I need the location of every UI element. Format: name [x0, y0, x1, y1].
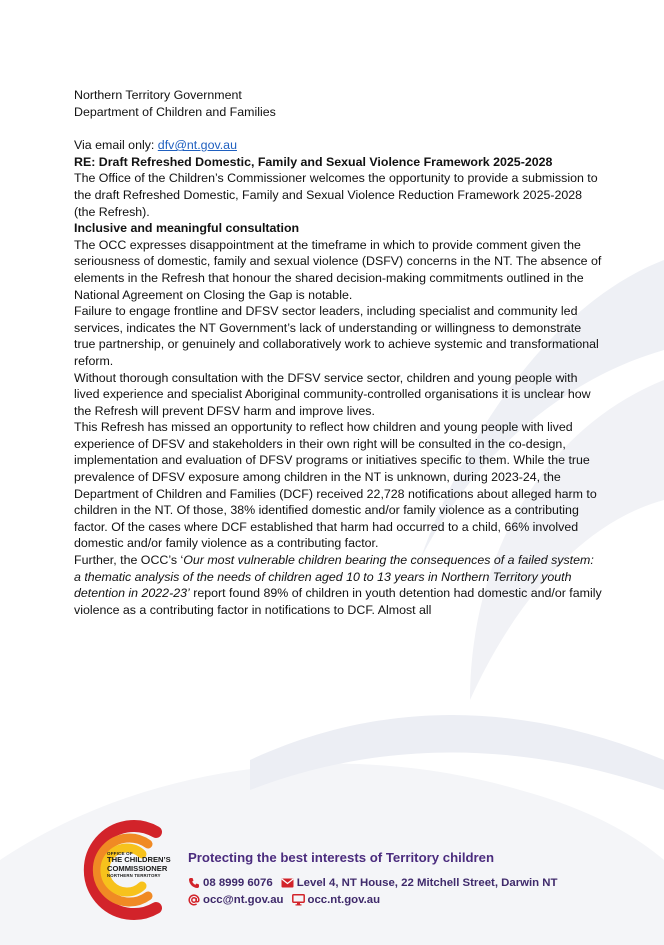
paragraph-4: This Refresh has missed an opportunity to reflect how children and young people with lived experience of DFSV and stakeholders in their own right will be consulted in the co-design, implementation and evaluation of DFSV programs or initiatives specific to them. While the true prevalence of DFSV exposure among children in the NT is unknown, during 2023-24, the Department of Children and Families (DCF) received 22,728 notifications about alleged harm to children in the NT. Of those, 38% identified domestic and/or family violence as a contributing factor. Of the cases where DCF established that harm had occurred to a child, 66% involved domestic and/or family violence as a contributing factor. [74, 420, 597, 551]
via-email-label: Via email only: [74, 138, 158, 153]
contact-row-2 [188, 894, 388, 906]
at-sign-icon [188, 894, 200, 906]
logo-line-1: OFFICE OF [107, 851, 133, 856]
paragraph-5 [74, 552, 602, 618]
monitor-icon [292, 894, 305, 906]
address-line-2: Department of Children and Families [74, 104, 276, 119]
envelope-icon [281, 878, 294, 888]
paragraph-1: The OCC expresses disappointment at the timeframe in which to provide comment given the seriousness of domestic, family and sexual violence (DSFV) concerns in the NT. The absence of elements in the Refresh that honour the shared decision-making commitments outlined in the National Agreement on Closing the Gap is notable. [74, 237, 602, 302]
report-title: Our most vulnerable children bearing the consequences of a failed system: a thematic analysis of the needs of children aged 10 to 13 years in Northern Territory youth detention in 2022-23’ [74, 553, 594, 601]
logo-line-3: COMMISSIONER [107, 863, 168, 873]
paragraph-5-start: Further, the OCC’s ‘ [74, 553, 184, 568]
footer-website[interactable]: occ.nt.gov.au [307, 894, 381, 906]
logo-wordmark [107, 851, 171, 878]
recipient-email-link[interactable]: dfv@nt.gov.au [157, 138, 237, 153]
paragraph-3: Without thorough consultation with the DFSV service sector, children and young people with lived experience and specialist Aboriginal community-controlled organisations it is unclear how the Refresh will prevent DFSV harm and improve lives. [74, 370, 591, 418]
intro-paragraph: The Office of the Children’s Commissioner welcomes the opportunity to provide a submission to the draft Refreshed Domestic, Family and Sexual Violence Reduction Framework 2025-2028 (the Refresh). [74, 171, 598, 219]
website-contact [292, 894, 381, 906]
letter-body [74, 87, 602, 618]
postal-address: Level 4, NT House, 22 Mitchell Street, Darwin NT [296, 877, 558, 889]
letterhead-footer [0, 800, 664, 945]
recipient-address [74, 87, 602, 120]
letter-subject: RE: Draft Refreshed Domestic, Family and Sexual Violence Framework 2025-2028 [74, 154, 553, 169]
paragraph-5-end: report found 89% of children in youth detention had domestic and/or family violence as a contributing factor in notifications to DCF. Almost all [74, 586, 602, 617]
footer-tagline: Protecting the best interests of Territory children [188, 850, 495, 865]
logo-line-2: THE CHILDREN’S [107, 855, 171, 864]
address-line-1: Northern Territory Government [74, 88, 242, 102]
paragraph-2: Failure to engage frontline and DFSV sector leaders, including specialist and community led services, indicates the NT Government’s lack of understanding or willingness to demonstrate true partnership, or genuinely and collaboratively work to achieve systemic and transformational reform. [74, 304, 599, 368]
phone-contact [188, 877, 273, 889]
phone-number: 08 8999 6076 [203, 877, 273, 889]
logo-line-4: NORTHERN TERRITORY [107, 873, 161, 878]
phone-icon [188, 877, 200, 889]
contact-row-1 [188, 877, 565, 889]
email-contact [188, 894, 284, 906]
footer-email[interactable]: occ@nt.gov.au [203, 894, 284, 906]
section-heading: Inclusive and meaningful consultation [74, 221, 300, 236]
address-contact [281, 877, 558, 889]
via-email-line [74, 137, 602, 154]
